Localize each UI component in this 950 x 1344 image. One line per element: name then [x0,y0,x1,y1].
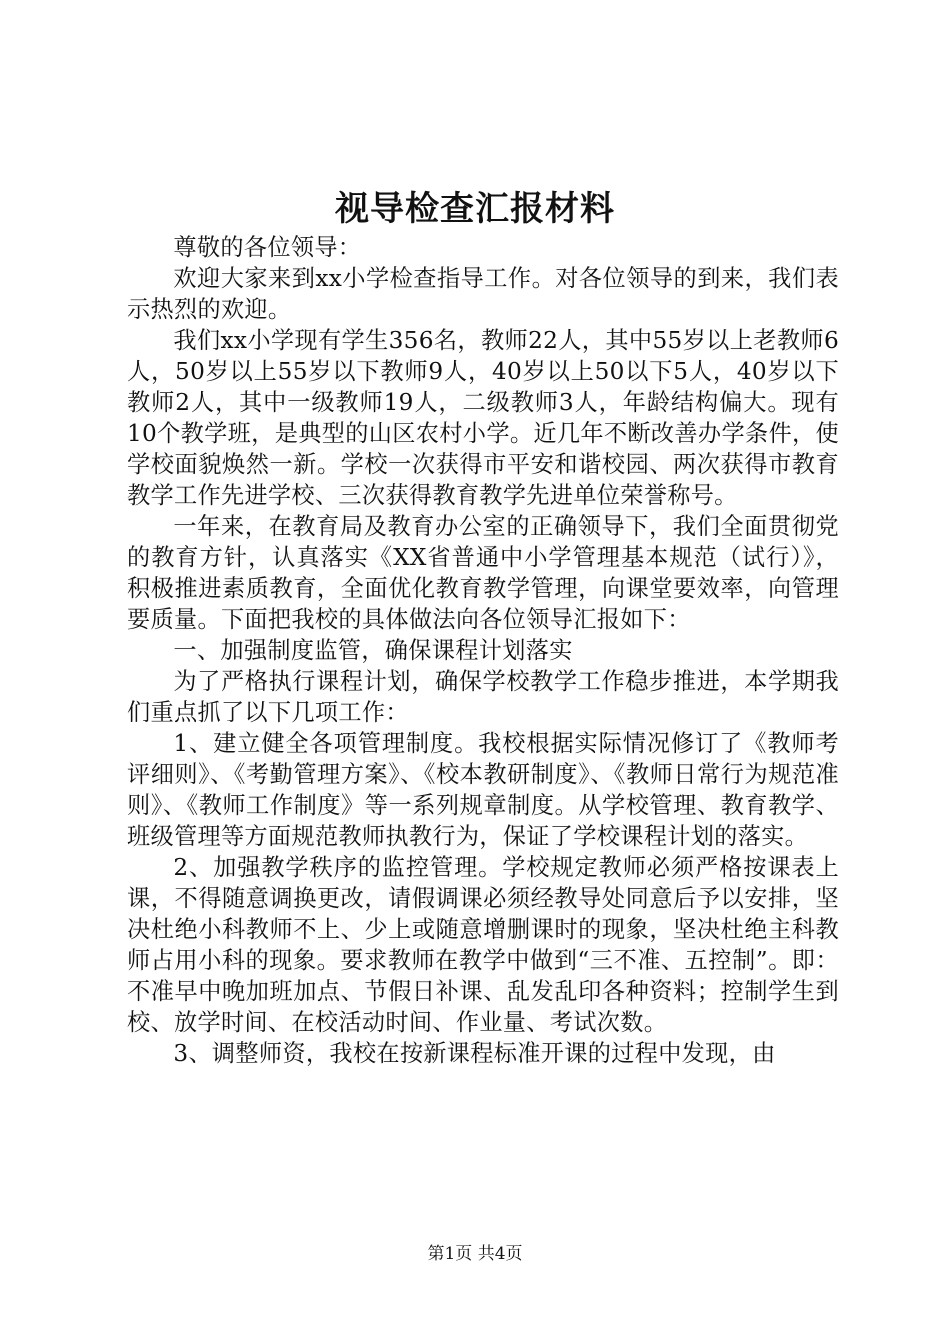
salutation: 尊敬的各位领导： [173,234,362,261]
paragraph-school-overview: 我们xx小学现有学生356名，教师22人，其中55岁以上老教师6人，50岁以上55岁以下教师9人，40岁以上50以下5人，40岁以下教师2人，其中一级教师19人，二级教师3人，年龄结构偏大。现有10个教学班，是典型的山区农村小学。近几年不断改善办学条件，使学校面貌焕然一新。学校一次获得市平安和谐校园、两次获得市教育教学工作先进学校、三次获得教育教学先进单位荣誉称号。 [127,327,839,509]
list-item-2: 2、加强教学秩序的监控管理。学校规定教师必须严格按课表上课，不得随意调换更改，请假调课必须经教导处同意后予以安排，坚决杜绝小科教师不上、少上或随意增删课时的现象，坚决杜绝主科教师占用小科的现象。要求教师在教学中做到“三不准、五控制”。即：不准早中晚加班加点、节假日补课、乱发乱印各种资料；控制学生到校、放学时间、在校活动时间、作业量、考试次数。 [127,854,839,1036]
document-body [127,232,839,1069]
section-heading-1: 一、加强制度监管，确保课程计划落实 [173,637,573,664]
list-item-1: 1、建立健全各项管理制度。我校根据实际情况修订了《教师考评细则》、《考勤管理方案》、《校本教研制度》、《教师日常行为规范准则》、《教师工作制度》等一系列规章制度。从学校管理、教育教学、班级管理等方面规范教师执教行为，保证了学校课程计划的落实。 [127,730,839,850]
paragraph-section-intro: 为了严格执行课程计划，确保学校教学工作稳步推进，本学期我们重点抓了以下几项工作： [127,668,839,726]
page-number-footer: 第1页 共4页 [427,1244,523,1264]
paragraph-year-summary: 一年来，在教育局及教育办公室的正确领导下，我们全面贯彻党的教育方针，认真落实《XX省普通中小学管理基本规范（试行）》，积极推进素质教育，全面优化教育教学管理，向课堂要效率，向管理要质量。下面把我校的具体做法向各位领导汇报如下： [127,513,839,633]
paragraph-welcome: 欢迎大家来到xx小学检查指导工作。对各位领导的到来，我们表示热烈的欢迎。 [127,265,839,323]
list-item-3: 3、调整师资，我校在按新课程标准开课的过程中发现，由 [173,1040,776,1067]
document-title: 视导检查汇报材料 [335,189,615,229]
